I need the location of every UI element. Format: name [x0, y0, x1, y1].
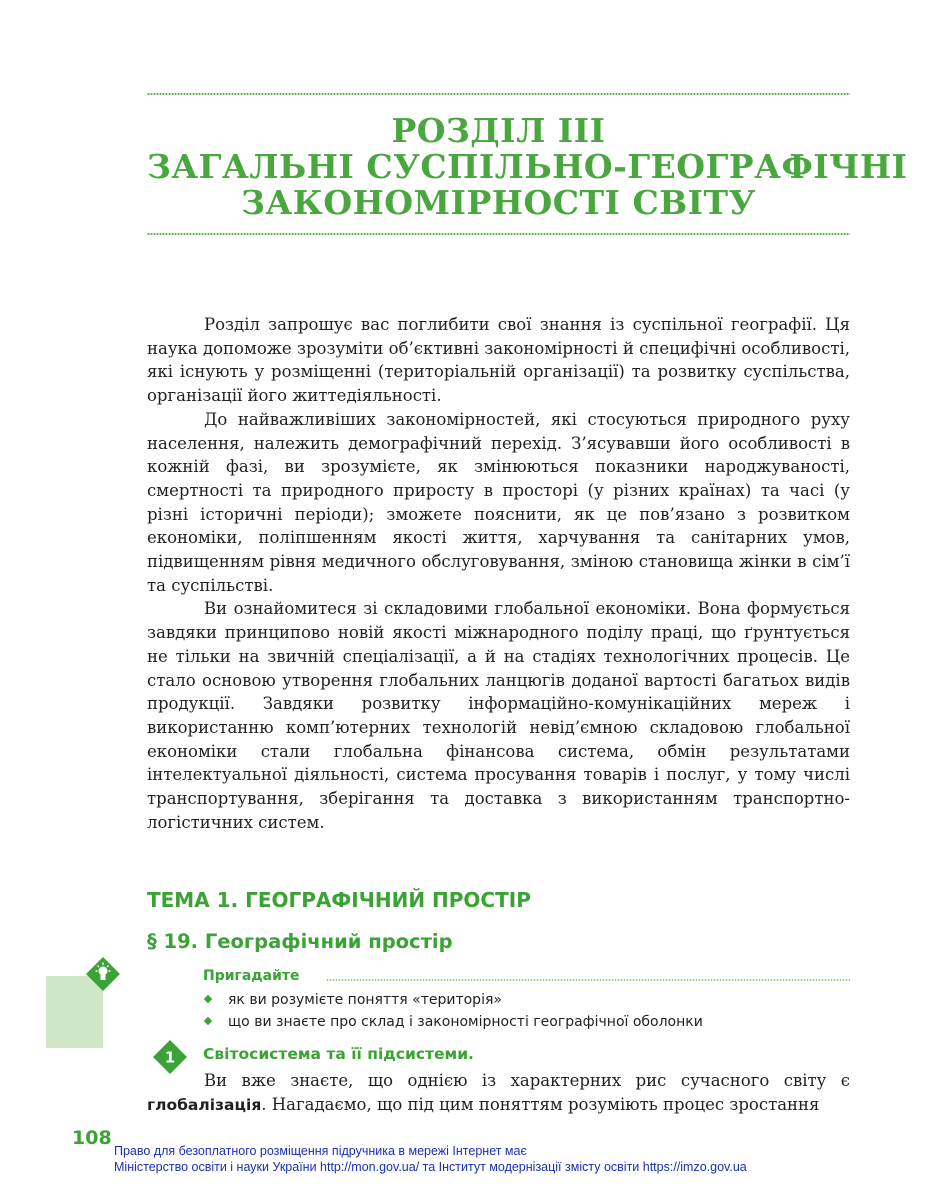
recall-list — [203, 989, 703, 1033]
list-item — [203, 989, 703, 1011]
section-text-before: Ви вже знаєте, що однією із характерних рис сучасного світу є — [204, 1071, 850, 1090]
intro-text — [147, 313, 850, 834]
chapter-title — [147, 111, 908, 222]
section-number: 1 — [164, 1048, 176, 1067]
footer-line-2: Міністерство освіти і науки України http://mon.gov.ua/ та Інститут модернізації змісту освіти https://imzo.gov.ua — [114, 1160, 747, 1174]
top-dotted-rule — [147, 92, 850, 96]
footer-notice — [114, 1143, 914, 1175]
section-term: глобалізація — [147, 1096, 262, 1114]
page-number: 108 — [72, 1127, 112, 1149]
bullet-diamond-icon — [204, 1017, 212, 1025]
list-item — [203, 1011, 703, 1033]
chapter-title-line-2: ЗАГАЛЬНІ СУСПІЛЬНО-ГЕОГРАФІЧНІ — [147, 147, 908, 186]
paragraph-heading: § 19. Географічний простір — [147, 930, 453, 953]
chapter-title-line-3: ЗАКОНОМІРНОСТІ СВІТУ — [241, 183, 756, 222]
intro-paragraph: Розділ запрошує вас поглибити свої знання із суспільної географії. Ця наука допоможе зрозуміти об’єктивні закономірності й специфічні особливості, які існують у розміщенні (територіальній організації) та розвитку суспільства, організації його життедіяльності. — [147, 315, 850, 406]
topic-heading: ТЕМА 1. ГЕОГРАФІЧНИЙ ПРОСТІР — [147, 888, 531, 912]
bottom-dotted-rule — [147, 232, 850, 236]
intro-paragraph: До найважливіших закономірностей, які стосуються природного руху населення, належить демографічний перехід. З’ясувавши його особливості в кожній фазі, ви зрозумієте, як змінюються показники народжуваності, смертності та природного приросту в просторі (у різних країнах) та часі (у різні історичні періоди); зможете пояснити, як це пов’язано з розвитком економіки, поліпшенням якості життя, харчування та санітарних умов, підвищенням рівня медичного обслуговування, зміною становища жінки в сім’ї та суспільстві. — [147, 409, 850, 595]
recall-item-text: що ви знаєте про склад і закономірності географічної оболонки — [228, 1014, 703, 1030]
recall-item-text: як ви розумієте поняття «територія» — [228, 992, 502, 1008]
lightbulb-icon — [86, 957, 120, 991]
section-body — [147, 1069, 850, 1117]
chapter-title-line-1: РОЗДІЛ III — [391, 111, 606, 150]
footer-line-1: Право для безоплатного розміщення підручника в мережі Інтернет має — [114, 1144, 527, 1158]
section-heading: Світосистема та її підсистеми. — [203, 1045, 474, 1063]
bullet-diamond-icon — [204, 995, 212, 1003]
section-text-after: . Нагадаємо, що під цим поняттям розуміють процес зростання — [261, 1095, 820, 1114]
recall-dotted-rule — [326, 978, 850, 982]
recall-label: Пригадайте — [203, 968, 300, 984]
intro-paragraph: Ви ознайомитеся зі складовими глобальної економіки. Вона формується завдяки принципово новій якості міжнародного поділу праці, що ґрунтується не тільки на звичній спеціалізації, а й на стадіях технологічних процесів. Це стало основою утворення глобальних ланцюгів доданої вартості багатьох видів продукції. Завдяки розвитку інформаційно-комунікаційних мереж і використанню комп’ютерних технологій невід’ємною складовою глобальної економіки стали глобальна фінансова система, обмін результатами інтелектуальної діяльності, система просування товарів і послуг, у тому числі транспортування, зберігання та доставка з використанням транспортно-логістичних систем. — [147, 599, 850, 832]
